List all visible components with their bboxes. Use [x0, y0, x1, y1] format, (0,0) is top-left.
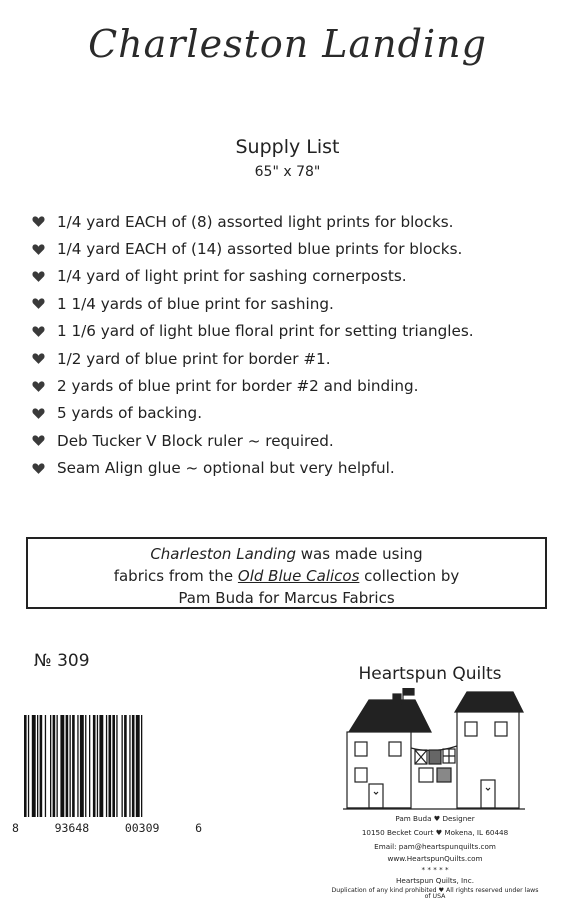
supply-item [32, 235, 474, 262]
barcode-bar [60, 715, 64, 817]
website-link[interactable]: www.HeartspunQuilts.com [387, 854, 483, 863]
supply-list [32, 208, 474, 482]
barcode-bar [24, 715, 27, 817]
supply-item-text: 2 yards of blue print for border #2 and binding. [57, 377, 419, 396]
barcode-bar [77, 715, 78, 817]
supply-item-text: 5 yards of backing. [57, 404, 203, 423]
supply-item-text: 1 1/4 yards of blue print for sashing. [57, 294, 334, 313]
stars-divider: * * * * * [421, 865, 449, 874]
barcode-bar [109, 715, 112, 817]
barcode-digit-group: 6 [195, 821, 202, 835]
barcode-digit-group: 00309 [124, 821, 160, 835]
supply-item-text: 1/4 yard EACH of (8) assorted light prints for blocks. [57, 212, 454, 231]
barcode-bar [57, 715, 58, 817]
supply-item-text: 1/2 yard of blue print for border #1. [57, 349, 331, 368]
barcode-bar [53, 715, 56, 817]
barcode-bar [122, 715, 123, 817]
heart-icon [32, 215, 45, 228]
barcode-bar [66, 715, 69, 817]
heart-icon [32, 243, 45, 256]
credit-text: collection by [359, 567, 460, 585]
barcode-bar [99, 715, 103, 817]
supply-item-text: Seam Align glue ~ optional but very helpful. [57, 459, 395, 478]
fabric-credit-box [26, 537, 547, 609]
barcode-bar [37, 715, 38, 817]
barcode-bar [136, 715, 140, 817]
heart-icon [32, 462, 45, 475]
supply-item-text: 1/4 yard of light print for sashing cornerposts. [57, 267, 407, 286]
barcode-digit-group: 8 [12, 821, 19, 835]
supply-item-text: 1/4 yard EACH of (14) assorted blue prints for blocks. [57, 240, 463, 259]
credit-text: was made using [296, 545, 423, 563]
copyright-notice: Duplication of any kind prohibited ♥ All rights reserved under laws of USA [331, 887, 539, 900]
brand-name: Heartspun Quilts [358, 664, 502, 684]
barcode-bar [106, 715, 107, 817]
heart-icon [32, 325, 45, 338]
supply-item [32, 318, 474, 345]
address-line: 10150 Becket Court ♥ Mokena, IL 60448 [361, 828, 509, 837]
barcode-bar [72, 715, 75, 817]
supply-item [32, 372, 474, 399]
supply-item-text: Deb Tucker V Block ruler ~ required. [57, 431, 334, 450]
barcode-bar [132, 715, 135, 817]
heart-icon [32, 270, 45, 283]
supply-list-heading: Supply List [235, 136, 340, 158]
barcode-bar [70, 715, 71, 817]
credit-text: fabrics from the [113, 567, 238, 585]
supply-item [32, 263, 474, 290]
barcode-bar [50, 715, 51, 817]
supply-item-text: 1 1/6 yard of light blue floral print for setting triangles. [57, 322, 474, 341]
pattern-title: Charleston Landing [88, 22, 487, 66]
supply-item [32, 427, 474, 454]
barcode [24, 715, 184, 817]
heart-icon [32, 352, 45, 365]
barcode-bar [141, 715, 142, 817]
supply-item [32, 208, 474, 235]
quilt-size: 65" x 78" [254, 164, 321, 180]
quilt-name: Charleston Landing [150, 545, 296, 563]
supply-item [32, 345, 474, 372]
supply-item [32, 455, 474, 482]
barcode-bar [93, 715, 96, 817]
heart-icon [32, 407, 45, 420]
barcode-digit-group: 93648 [54, 821, 90, 835]
barcode-bar [85, 715, 86, 817]
heart-icon [32, 380, 45, 393]
barcode-bar [129, 715, 130, 817]
barcode-bar [124, 715, 127, 817]
barcode-bar [112, 715, 115, 817]
barcode-bar [28, 715, 29, 817]
barcode-bar [89, 715, 90, 817]
barcode-bar [40, 715, 43, 817]
supply-item [32, 290, 474, 317]
credit-designer-line: Pam Buda for Marcus Fabrics [178, 589, 395, 607]
barcode-bar [80, 715, 84, 817]
barcode-bar [97, 715, 98, 817]
designer-line: Pam Buda ♥ Designer [395, 814, 475, 823]
barcode-bar [45, 715, 46, 817]
barcode-bar [116, 715, 117, 817]
company-name: Heartspun Quilts, Inc. [396, 876, 474, 885]
heart-icon [32, 297, 45, 310]
barcode-bar [32, 715, 36, 817]
collection-name: Old Blue Calicos [237, 567, 360, 585]
barcode-digits [12, 821, 202, 835]
heart-icon [32, 434, 45, 447]
houses-logo [343, 688, 525, 810]
supply-item [32, 400, 474, 427]
email-line: Email: pam@heartspunquilts.com [374, 842, 496, 851]
pattern-number: № 309 [34, 651, 90, 671]
